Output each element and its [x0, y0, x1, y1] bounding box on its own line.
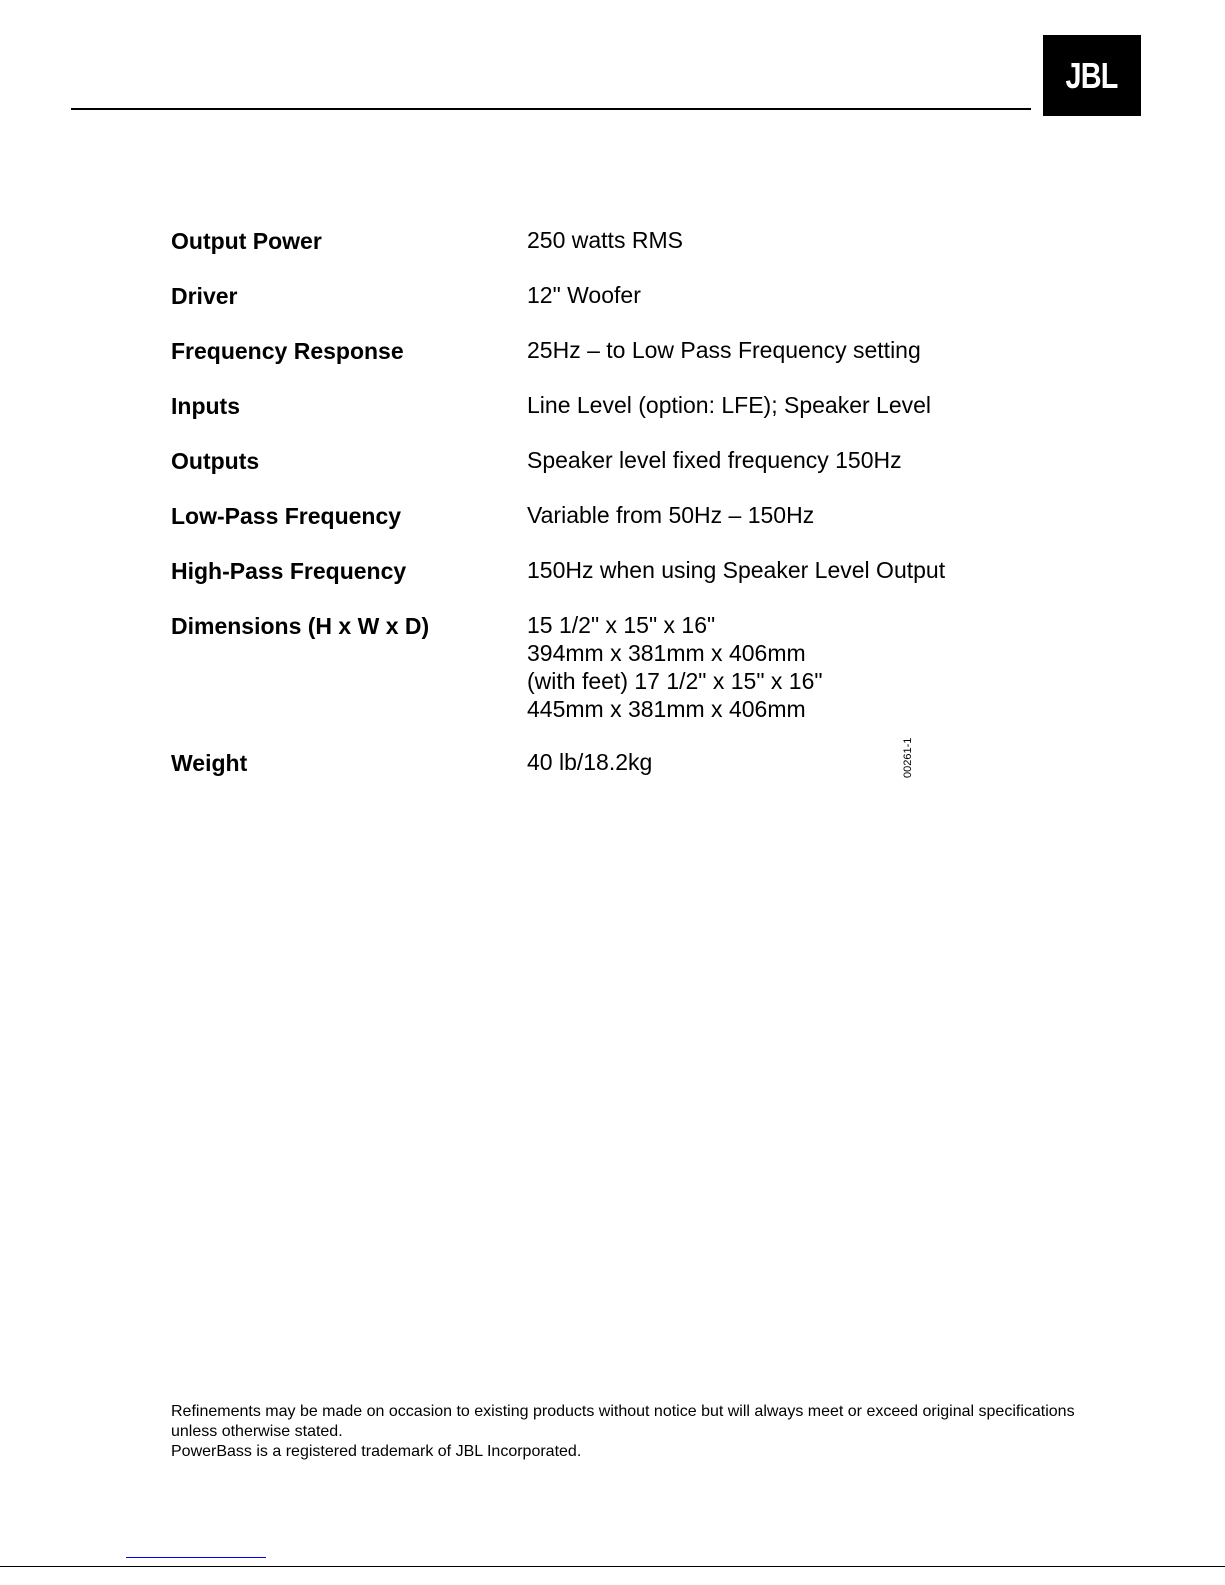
spec-row-frequency-response [171, 336, 1051, 366]
footer-trademark: PowerBass is a registered trademark of JBL Incorporated. [171, 1443, 582, 1460]
spec-row-low-pass [171, 501, 1051, 531]
jbl-logo [1043, 35, 1141, 116]
spec-value [527, 281, 641, 311]
spec-row-high-pass [171, 556, 1051, 586]
link-underline [126, 1557, 266, 1558]
spec-label: Output Power [171, 228, 322, 254]
spec-label: Dimensions (H x W x D) [171, 613, 430, 639]
spec-value-line: 12" Woofer [527, 282, 641, 308]
spec-value [527, 556, 945, 586]
spec-value-line: 394mm x 381mm x 406mm [527, 640, 806, 666]
spec-label: Inputs [171, 393, 240, 419]
footer-note [171, 1402, 1091, 1462]
spec-row-output-power [171, 226, 1051, 256]
spec-value-line: 150Hz when using Speaker Level Output [527, 557, 946, 583]
spec-value-line: 15 1/2" x 15" x 16" [527, 612, 716, 638]
footer-disclaimer: Refinements may be made on occasion to existing products without notice but will always meet or exceed original specifications unless otherwise stated. [171, 1403, 1075, 1440]
spec-value-line: 445mm x 381mm x 406mm [527, 696, 806, 722]
spec-row-outputs [171, 446, 1051, 476]
spec-value-line: Line Level (option: LFE); Speaker Level [527, 392, 932, 418]
header-rule [71, 108, 1031, 110]
spec-value-line: 250 watts RMS [527, 227, 683, 253]
spec-value [527, 501, 814, 531]
spec-row-inputs [171, 391, 1051, 421]
spec-table [171, 226, 1051, 803]
logo-text: JBL [1065, 54, 1118, 96]
spec-row-driver [171, 281, 1051, 311]
spec-value-line: (with feet) 17 1/2" x 15" x 16" [527, 668, 823, 694]
spec-value [527, 336, 921, 366]
spec-value [527, 226, 683, 256]
spec-value-line: 25Hz – to Low Pass Frequency setting [527, 337, 921, 363]
spec-label: Low-Pass Frequency [171, 503, 402, 529]
spec-value [527, 391, 931, 421]
spec-label: Outputs [171, 448, 260, 474]
spec-value [527, 446, 902, 476]
bottom-rule [0, 1566, 1225, 1567]
document-code: 00261-1 [902, 737, 914, 778]
spec-label: Frequency Response [171, 338, 404, 364]
spec-value-line: Speaker level fixed frequency 150Hz [527, 447, 902, 473]
spec-value [527, 611, 823, 723]
spec-label: High-Pass Frequency [171, 558, 407, 584]
spec-value-line: 40 lb/18.2kg [527, 749, 653, 775]
spec-value [527, 748, 652, 778]
spec-label: Weight [171, 750, 248, 776]
spec-row-dimensions [171, 611, 1051, 723]
spec-value-line: Variable from 50Hz – 150Hz [527, 502, 815, 528]
spec-label: Driver [171, 283, 238, 309]
